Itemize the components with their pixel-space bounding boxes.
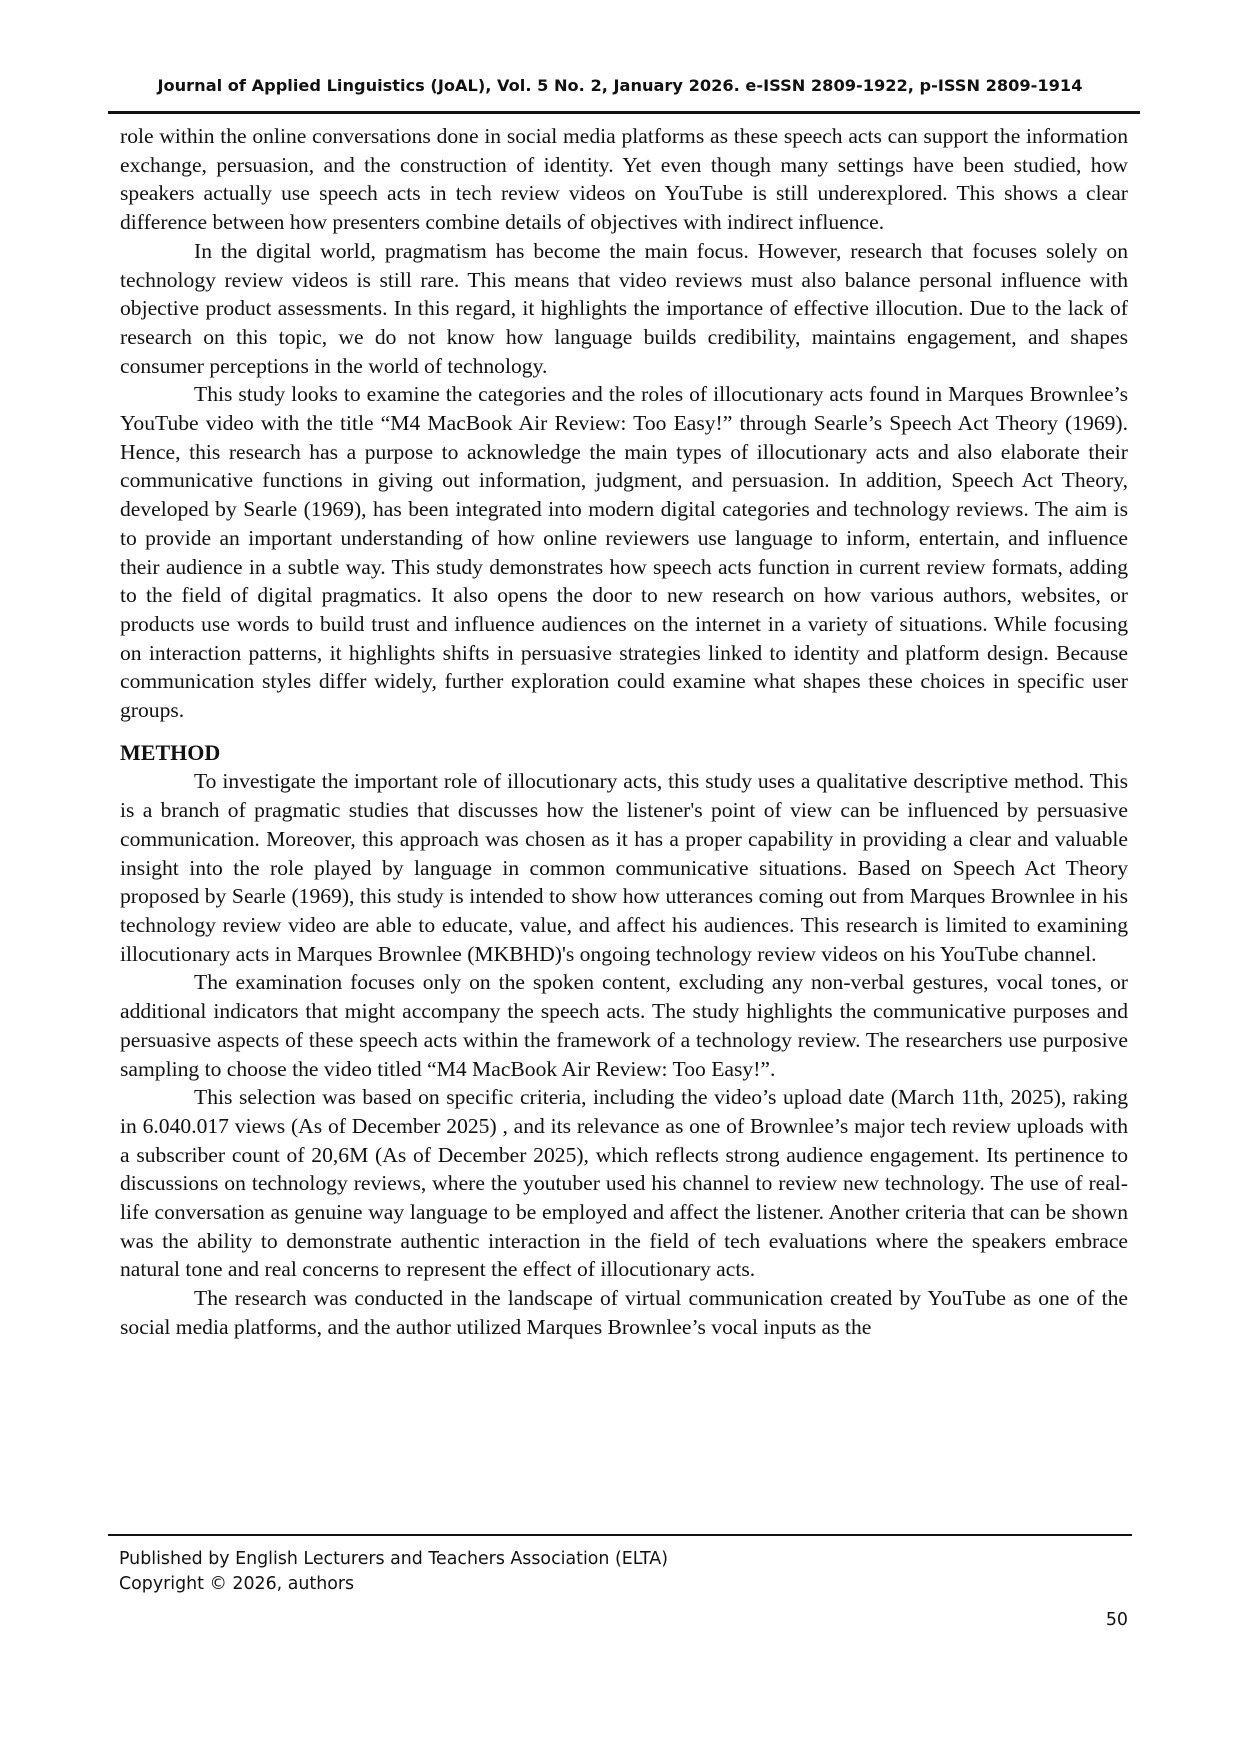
body-paragraph-1: role within the online conversations done in social media platforms as these speech acts can support the information exchange, persuasion, and the construction of identity. Yet even though many settings have been studied, how speakers actually use speech acts in tech review videos on YouTube is still underexplored. This shows a clear difference between how presenters combine details of objectives with indirect influence. xyxy=(120,124,1128,235)
page-footer xyxy=(119,1547,668,1597)
body-paragraph-3: This study looks to examine the categories and the roles of illocutionary acts found in Marques Brownlee’s YouTube video with the title “M4 MacBook Air Review: Too Easy!” through Searle’s Speech Act Theory (1969). Hence, this research has a purpose to acknowledge the main types of illocutionary acts and also elaborate their communicative functions in giving out information, judgment, and persuasion. In addition, Speech Act Theory, developed by Searle (1969), has been integrated into modern digital categories and technology reviews. The aim is to provide an important understanding of how online reviewers use language to inform, entertain, and influence their audience in a subtle way. This study demonstrates how speech acts function in current review formats, adding to the field of digital pragmatics. It also opens the door to new research on how various authors, websites, or products use words to build trust and influence audiences on the internet in a variety of situations. While focusing on interaction patterns, it highlights shifts in persuasive strategies linked to identity and platform design. Because communication styles differ widely, further exploration could examine what shapes these choices in specific user groups. xyxy=(120,382,1128,723)
body-paragraph-4: To investigate the important role of illocutionary acts, this study uses a qualitative descriptive method. This is a branch of pragmatic studies that discusses how the listener's point of view can be influenced by persuasive communication. Moreover, this approach was chosen as it has a proper capability in providing a clear and valuable insight into the role played by language in common communicative situations. Based on Speech Act Theory proposed by Searle (1969), this study is intended to show how utterances coming out from Marques Brownlee in his technology review video are able to educate, value, and affect his audiences. This research is limited to examining illocutionary acts in Marques Brownlee (MKBHD)'s ongoing technology review videos on his YouTube channel. xyxy=(120,769,1128,966)
footer-rule xyxy=(108,1534,1132,1536)
running-header: Journal of Applied Linguistics (JoAL), Vol. 5 No. 2, January 2026. e-ISSN 2809-1922, p-ISSN 2809-1914 xyxy=(157,76,1083,95)
body-paragraph-7: The research was conducted in the landscape of virtual communication created by YouTube as one of the social media platforms, and the author utilized Marques Brownlee’s vocal inputs as the xyxy=(120,1286,1128,1339)
article-body xyxy=(120,122,1128,1342)
footer-copyright: Copyright © 2026, authors xyxy=(119,1574,355,1594)
page-number: 50 xyxy=(1105,1610,1128,1630)
body-paragraph-6: This selection was based on specific criteria, including the video’s upload date (March 11th, 2025), raking in 6.040.017 views (As of December 2025) , and its relevance as one of Brownlee’s major tech review uploads with a subscriber count of 20,6M (As of December 2025), which reflects strong audience engagement. Its pertinence to discussions on technology reviews, where the youtuber used his channel to review new technology. The use of real-life conversation as genuine way language to be employed and affect the listener. Another criteria that can be shown was the ability to demonstrate authentic interaction in the field of tech evaluations where the speakers embrace natural tone and real concerns to represent the effect of illocutionary acts. xyxy=(120,1085,1128,1282)
header-rule xyxy=(108,111,1140,114)
footer-publisher: Published by English Lecturers and Teachers Association (ELTA) xyxy=(119,1549,668,1569)
section-heading-method: METHOD xyxy=(120,739,221,765)
body-paragraph-2: In the digital world, pragmatism has become the main focus. However, research that focuses solely on technology review videos is still rare. This means that video reviews must also balance personal influence with objective product assessments. In this regard, it highlights the importance of effective illocution. Due to the lack of research on this topic, we do not know how language builds credibility, maintains engagement, and shapes consumer perceptions in the world of technology. xyxy=(120,238,1128,378)
body-paragraph-5: The examination focuses only on the spoken content, excluding any non-verbal gestures, vocal tones, or additional indicators that might accompany the speech acts. The study highlights the communicative purposes and persuasive aspects of these speech acts within the framework of a technology review. The researchers use purposive sampling to choose the video titled “M4 MacBook Air Review: Too Easy!”. xyxy=(120,970,1128,1081)
